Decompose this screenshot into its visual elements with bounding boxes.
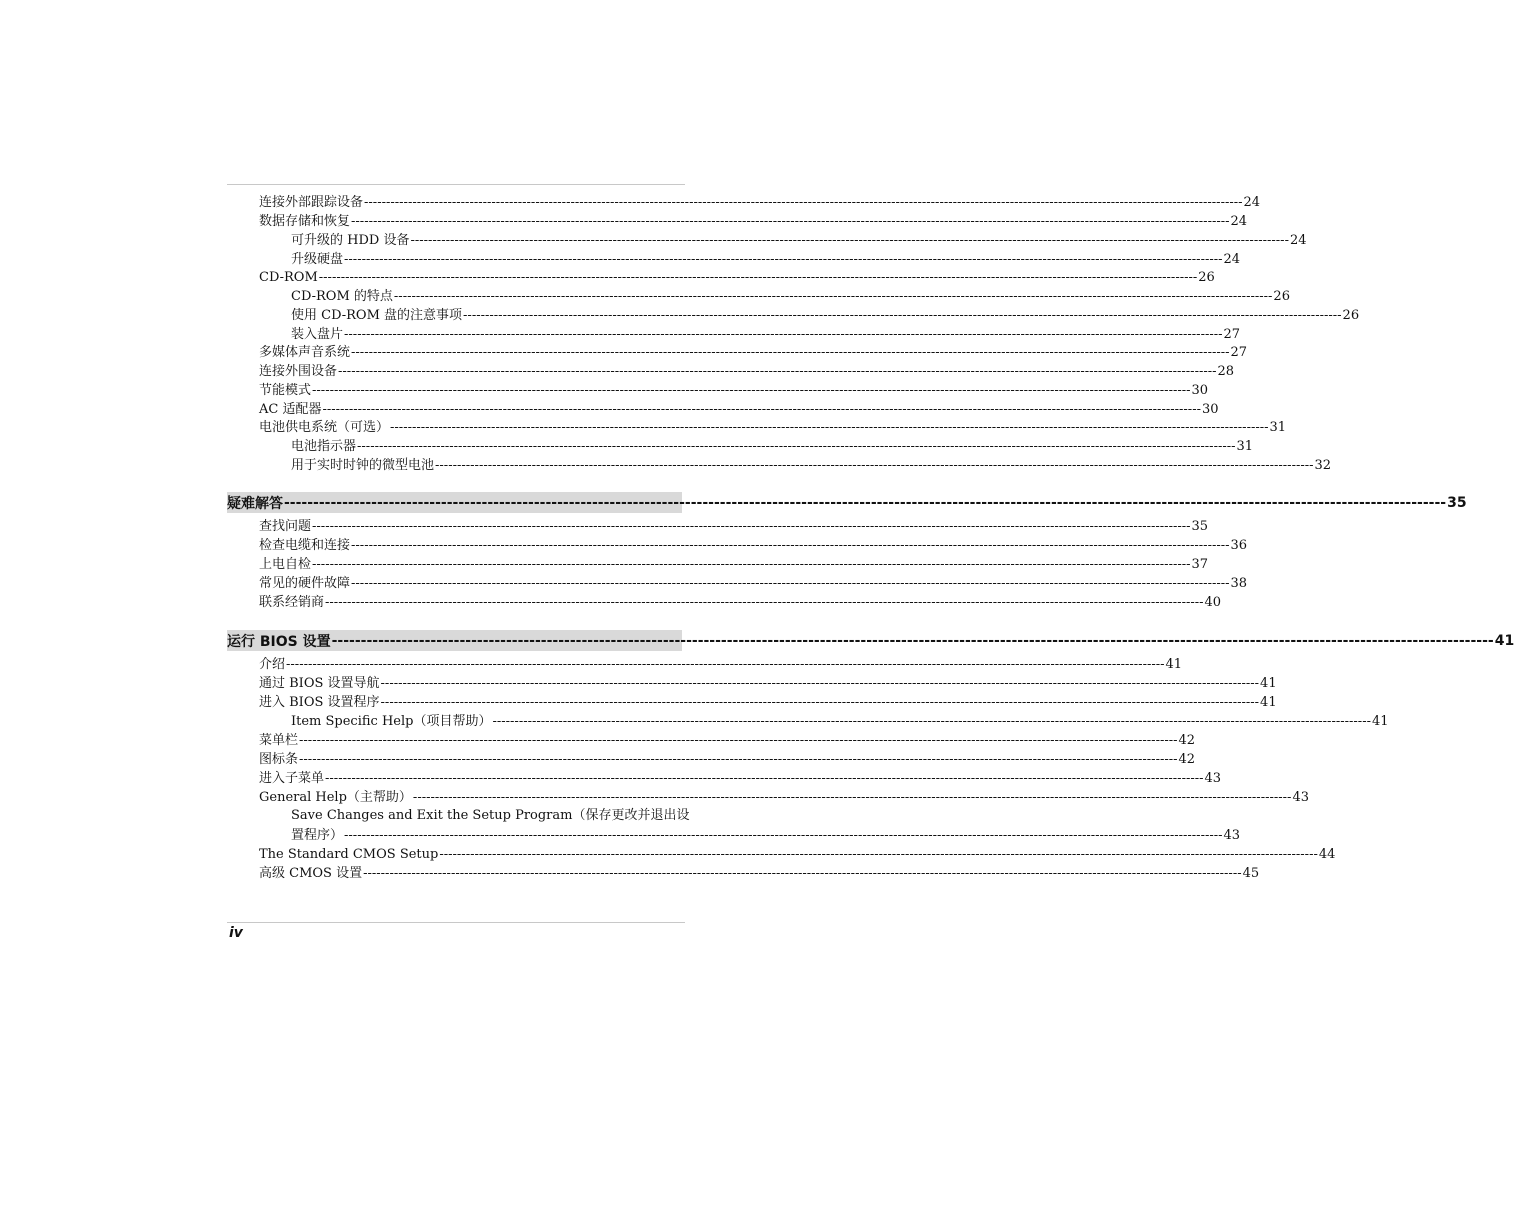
toc-entry-page: 37 <box>1191 557 1209 572</box>
toc-subentry[interactable] <box>291 325 1241 344</box>
toc-subentry[interactable] <box>291 437 1254 456</box>
dot-leader: -------------------------------------------------------------------------------------------------------------------------------------------------------------------------------------------------------- <box>390 420 1269 435</box>
toc-entry-page: 42 <box>1178 752 1196 767</box>
toc-entry[interactable] <box>259 555 1209 574</box>
toc-entry-page: 24 <box>1289 233 1307 248</box>
toc-chapter-bios-setup[interactable] <box>227 630 1514 651</box>
toc-entry-title: 上电自检 <box>259 557 312 572</box>
dot-leader: -------------------------------------------------------------------------------------------------------------------------------------------------------------------------------------------------------- <box>318 270 1198 285</box>
toc-entry[interactable] <box>259 362 1235 381</box>
dot-leader: -------------------------------------------------------------------------------------------------------------------------------------------------------------------------------------------------------- <box>393 289 1273 304</box>
toc-entry[interactable] <box>259 750 1196 769</box>
chapter-page: 41 <box>1494 632 1514 649</box>
dot-leader: -------------------------------------------------------------------------------------------------------------------------------------------------------------------------------------------------------- <box>312 383 1191 398</box>
toc-entry-title: CD-ROM <box>259 270 318 285</box>
dot-leader: -------------------------------------------------------------------------------------------------------------------------------------------------------------------------------------------------------- <box>380 676 1260 691</box>
toc-entry-title: 通过 BIOS 设置导航 <box>259 676 380 691</box>
dot-leader: -------------------------------------------------------------------------------------------------------------------------------------------------------------------------------------------------------- <box>344 252 1223 267</box>
toc-entry-title: Item Specific Help（项目帮助） <box>291 714 492 729</box>
toc-entry-page: 43 <box>1223 828 1241 843</box>
toc-entry-title: CD-ROM 的特点 <box>291 289 393 304</box>
toc-entry-page: 26 <box>1342 308 1360 323</box>
dot-leader: -------------------------------------------------------------------------------------------------------------------------------------------------------------------------------------------------------- <box>363 866 1242 881</box>
dot-leader: -------------------------------------------------------------------------------------------------------------------------------------------------------------------------------------------------------- <box>351 345 1230 360</box>
chapter-page: 35 <box>1447 494 1467 511</box>
dot-leader: -------------------------------------------------------------------------------------------------------------------------------------------------------------------------------------------------------- <box>299 752 1178 767</box>
toc-entry[interactable] <box>259 193 1261 212</box>
dot-leader: -------------------------------------------------------------------------------------------------------------------------------------------------------------------------------------------------------- <box>284 494 1447 511</box>
toc-subentry-line1[interactable] <box>291 807 690 826</box>
toc-subentry[interactable] <box>291 712 1389 731</box>
dot-leader: -------------------------------------------------------------------------------------------------------------------------------------------------------------------------------------------------------- <box>299 733 1178 748</box>
toc-subentry[interactable] <box>291 826 1241 845</box>
dot-leader: -------------------------------------------------------------------------------------------------------------------------------------------------------------------------------------------------------- <box>364 195 1243 210</box>
toc-entry-page: 28 <box>1217 364 1235 379</box>
dot-leader: -------------------------------------------------------------------------------------------------------------------------------------------------------------------------------------------------------- <box>435 458 1314 473</box>
dot-leader: -------------------------------------------------------------------------------------------------------------------------------------------------------------------------------------------------------- <box>325 771 1204 786</box>
chapter-title: 疑难解答 <box>227 495 283 512</box>
toc-entry-title: General Help（主帮助） <box>259 790 412 805</box>
dot-leader: -------------------------------------------------------------------------------------------------------------------------------------------------------------------------------------------------------- <box>492 714 1371 729</box>
toc-entry[interactable] <box>259 731 1196 750</box>
toc-entry-title: 装入盘片 <box>291 327 344 342</box>
toc-entry-page: 30 <box>1191 383 1209 398</box>
dot-leader: -------------------------------------------------------------------------------------------------------------------------------------------------------------------------------------------------------- <box>322 402 1201 417</box>
toc-entry[interactable] <box>259 212 1248 231</box>
dot-leader: -------------------------------------------------------------------------------------------------------------------------------------------------------------------------------------------------------- <box>286 657 1165 672</box>
toc-entry[interactable] <box>259 418 1287 437</box>
toc-entry-title: 电池指示器 <box>291 439 357 454</box>
toc-entry-title: 电池供电系统（可选） <box>259 420 390 435</box>
toc-subentry[interactable] <box>291 287 1290 306</box>
toc-entry[interactable] <box>259 769 1222 788</box>
dot-leader: -------------------------------------------------------------------------------------------------------------------------------------------------------------------------------------------------------- <box>338 364 1217 379</box>
dot-leader: -------------------------------------------------------------------------------------------------------------------------------------------------------------------------------------------------------- <box>439 847 1318 862</box>
toc-entry-title: 常见的硬件故障 <box>259 576 351 591</box>
toc-entry-title: 查找问题 <box>259 519 312 534</box>
toc-entry-page: 35 <box>1191 519 1209 534</box>
toc-entry[interactable] <box>259 593 1222 612</box>
toc-entry-page: 27 <box>1223 327 1241 342</box>
dot-leader: -------------------------------------------------------------------------------------------------------------------------------------------------------------------------------------------------------- <box>410 233 1289 248</box>
toc-entry-page: 43 <box>1204 771 1222 786</box>
dot-leader: -------------------------------------------------------------------------------------------------------------------------------------------------------------------------------------------------------- <box>344 327 1223 342</box>
toc-entry[interactable] <box>259 268 1215 287</box>
toc-entry-title: 多媒体声音系统 <box>259 345 351 360</box>
toc-entry-page: 45 <box>1242 866 1260 881</box>
toc-entry-page: 44 <box>1318 847 1336 862</box>
toc-entry[interactable] <box>259 536 1248 555</box>
toc-entry-page: 41 <box>1371 714 1389 729</box>
toc-entry-title-cont: 置程序） <box>291 828 344 843</box>
header-rule <box>227 184 685 185</box>
toc-entry-page: 32 <box>1314 458 1332 473</box>
dot-leader: -------------------------------------------------------------------------------------------------------------------------------------------------------------------------------------------------------- <box>357 439 1236 454</box>
toc-entry-title: 进入子菜单 <box>259 771 325 786</box>
toc-subentry[interactable] <box>291 250 1241 269</box>
dot-leader: -------------------------------------------------------------------------------------------------------------------------------------------------------------------------------------------------------- <box>380 695 1260 710</box>
toc-entry-title: 介绍 <box>259 657 286 672</box>
toc-entry[interactable] <box>259 693 1277 712</box>
toc-entry-title: 联系经销商 <box>259 595 325 610</box>
dot-leader: -------------------------------------------------------------------------------------------------------------------------------------------------------------------------------------------------------- <box>351 214 1230 229</box>
toc-entry[interactable] <box>259 864 1260 883</box>
toc-entry-page: 41 <box>1260 695 1277 710</box>
toc-subentry[interactable] <box>291 231 1307 250</box>
toc-entry-page: 26 <box>1273 289 1290 304</box>
dot-leader: -------------------------------------------------------------------------------------------------------------------------------------------------------------------------------------------------------- <box>331 632 1494 649</box>
toc-entry-title: 升级硬盘 <box>291 252 344 267</box>
toc-entry-title: 图标条 <box>259 752 299 767</box>
toc-entry-page: 38 <box>1230 576 1248 591</box>
toc-entry[interactable] <box>259 574 1248 593</box>
toc-entry[interactable] <box>259 788 1309 807</box>
toc-entry[interactable] <box>259 381 1209 400</box>
toc-entry-title: 用于实时时钟的微型电池 <box>291 458 435 473</box>
toc-entry-title: 使用 CD-ROM 盘的注意事项 <box>291 308 463 323</box>
dot-leader: -------------------------------------------------------------------------------------------------------------------------------------------------------------------------------------------------------- <box>344 828 1223 843</box>
toc-entry[interactable] <box>259 343 1248 362</box>
toc-entry-page: 27 <box>1230 345 1248 360</box>
toc-entry-title: 高级 CMOS 设置 <box>259 866 363 881</box>
toc-entry[interactable] <box>259 517 1209 536</box>
toc-entry-page: 36 <box>1230 538 1248 553</box>
toc-entry-title: AC 适配器 <box>259 402 322 417</box>
toc-entry-title: 可升级的 HDD 设备 <box>291 233 410 248</box>
dot-leader: -------------------------------------------------------------------------------------------------------------------------------------------------------------------------------------------------------- <box>325 595 1204 610</box>
toc-entry-title: 连接外部跟踪设备 <box>259 195 364 210</box>
toc-entry-title: 连接外围设备 <box>259 364 338 379</box>
toc-entry-page: 26 <box>1198 270 1215 285</box>
toc-entry-page: 24 <box>1243 195 1261 210</box>
toc-entry-title: 节能模式 <box>259 383 312 398</box>
toc-entry-page: 31 <box>1269 420 1287 435</box>
toc-entry-page: 31 <box>1236 439 1254 454</box>
dot-leader: -------------------------------------------------------------------------------------------------------------------------------------------------------------------------------------------------------- <box>351 576 1230 591</box>
dot-leader: -------------------------------------------------------------------------------------------------------------------------------------------------------------------------------------------------------- <box>351 538 1230 553</box>
dot-leader: -------------------------------------------------------------------------------------------------------------------------------------------------------------------------------------------------------- <box>312 519 1191 534</box>
toc-entry-page: 41 <box>1165 657 1183 672</box>
dot-leader: -------------------------------------------------------------------------------------------------------------------------------------------------------------------------------------------------------- <box>463 308 1342 323</box>
toc-entry-page: 43 <box>1292 790 1309 805</box>
toc-entry[interactable] <box>259 845 1336 864</box>
toc-entry-page: 42 <box>1178 733 1196 748</box>
dot-leader: -------------------------------------------------------------------------------------------------------------------------------------------------------------------------------------------------------- <box>412 790 1292 805</box>
toc-entry-title: 检查电缆和连接 <box>259 538 351 553</box>
toc-entry[interactable] <box>259 655 1183 674</box>
toc-chapter-troubleshooting[interactable] <box>227 492 1467 513</box>
toc-entry-page: 41 <box>1260 676 1277 691</box>
toc-entry-page: 30 <box>1201 402 1219 417</box>
page-number: iv <box>229 925 243 941</box>
chapter-title: 运行 BIOS 设置 <box>227 633 331 650</box>
toc-entry-title: Save Changes and Exit the Setup Program（保存更改并退出设 <box>291 808 690 823</box>
toc-subentry[interactable] <box>291 306 1360 325</box>
footer-rule <box>227 922 685 923</box>
toc-entry-title: 进入 BIOS 设置程序 <box>259 695 380 710</box>
toc-entry[interactable] <box>259 400 1219 419</box>
toc-entry[interactable] <box>259 674 1277 693</box>
toc-entry-page: 24 <box>1223 252 1241 267</box>
toc-entry-title: 菜单栏 <box>259 733 299 748</box>
toc-entry-page: 40 <box>1204 595 1222 610</box>
toc-entry-title: The Standard CMOS Setup <box>259 847 439 862</box>
dot-leader: -------------------------------------------------------------------------------------------------------------------------------------------------------------------------------------------------------- <box>312 557 1191 572</box>
toc-entry-page: 24 <box>1230 214 1248 229</box>
toc-subentry[interactable] <box>291 456 1332 475</box>
toc-entry-title: 数据存储和恢复 <box>259 214 351 229</box>
